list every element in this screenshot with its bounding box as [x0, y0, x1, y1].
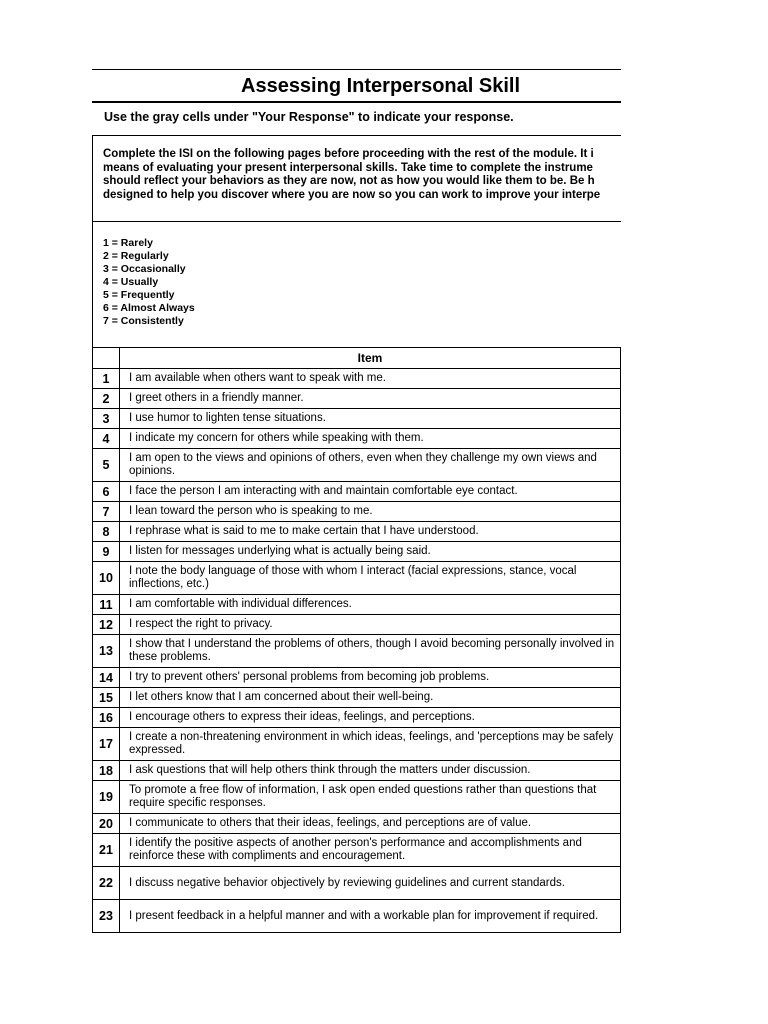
rating-scale-list: [103, 237, 195, 328]
title-underline: [92, 101, 621, 103]
item-text-cell: [120, 429, 621, 449]
item-number: 10: [93, 562, 120, 595]
item-number: 1: [93, 369, 120, 389]
scale-item: 7 = Consistently: [103, 315, 184, 327]
scale-item: 5 = Frequently: [103, 289, 175, 301]
item-number: 2: [93, 389, 120, 409]
table-row: [93, 482, 621, 502]
item-number: 3: [93, 409, 120, 429]
scale-item: 1 = Rarely: [103, 237, 153, 249]
item-text-cell: [120, 562, 621, 595]
item-text-cell: [120, 522, 621, 542]
item-text-cell: [120, 369, 621, 389]
table-row: [93, 595, 621, 615]
intro-line: Complete the ISI on the following pages before proceeding with the rest of the module. It i: [103, 148, 594, 160]
item-number: 8: [93, 522, 120, 542]
table-row: [93, 708, 621, 728]
item-number: 12: [93, 615, 120, 635]
item-number: 7: [93, 502, 120, 522]
item-text: I show that I understand the problems of others, though I avoid becoming personally involved in these problems.: [129, 638, 615, 663]
table-row: [93, 781, 621, 814]
item-text: I encourage others to express their ideas, feelings, and perceptions.: [129, 711, 475, 723]
item-text-cell: [120, 449, 621, 482]
top-border: [92, 69, 621, 70]
table-row: [93, 900, 621, 933]
item-text: I create a non-threatening environment in which ideas, feelings, and 'perceptions may be safely expressed.: [129, 731, 614, 756]
table-row: [93, 814, 621, 834]
table-row: [93, 522, 621, 542]
item-text: I greet others in a friendly manner.: [129, 392, 304, 404]
table-row: [93, 728, 621, 761]
instruction-text: Use the gray cells under "Your Response" to indicate your response.: [104, 110, 514, 124]
intro-line: designed to help you discover where you are now so you can work to improve your interpe: [103, 188, 601, 201]
item-text-cell: [120, 781, 621, 814]
item-text-cell: [120, 482, 621, 502]
table-header-row: [93, 348, 621, 369]
item-number: 19: [93, 781, 120, 814]
item-text: I let others know that I am concerned about their well-being.: [129, 691, 434, 703]
header-item-cell: Item: [120, 348, 621, 369]
item-text: I use humor to lighten tense situations.: [129, 412, 326, 424]
table-row: [93, 688, 621, 708]
table-row: [93, 389, 621, 409]
item-text: I face the person I am interacting with and maintain comfortable eye contact.: [129, 485, 518, 497]
item-text-cell: [120, 728, 621, 761]
item-number: 14: [93, 668, 120, 688]
intro-box: [92, 135, 621, 222]
table-row: [93, 834, 621, 867]
item-number: 13: [93, 635, 120, 668]
item-text: To promote a free flow of information, I ask open ended questions rather than questions that require specific responses.: [129, 784, 597, 809]
table-row: [93, 668, 621, 688]
item-number: 20: [93, 814, 120, 834]
item-text: I respect the right to privacy.: [129, 618, 273, 630]
header-number-cell: [93, 348, 120, 369]
scale-item: 6 = Almost Always: [103, 302, 195, 314]
intro-text: [103, 148, 621, 202]
item-text-cell: [120, 708, 621, 728]
table-row: [93, 761, 621, 781]
item-text-cell: [120, 615, 621, 635]
item-text-cell: [120, 834, 621, 867]
table-row: [93, 502, 621, 522]
item-text: I am comfortable with individual differences.: [129, 598, 352, 610]
item-text-cell: [120, 389, 621, 409]
item-text: I present feedback in a helpful manner and with a workable plan for improvement if required.: [129, 909, 599, 922]
item-text: I note the body language of those with whom I interact (facial expressions, stance, vocal inflections, etc.): [129, 565, 577, 590]
item-text-cell: [120, 502, 621, 522]
table-row: [93, 429, 621, 449]
item-text: I am available when others want to speak with me.: [129, 372, 386, 384]
item-text-cell: [120, 668, 621, 688]
table-row: [93, 449, 621, 482]
table-row: [93, 615, 621, 635]
item-text: I try to prevent others' personal problems from becoming job problems.: [129, 671, 490, 683]
intro-line: means of evaluating your present interpersonal skills. Take time to complete the instrume: [103, 161, 593, 174]
item-text: I communicate to others that their ideas, feelings, and perceptions are of value.: [129, 817, 532, 829]
table-row: [93, 562, 621, 595]
item-number: 9: [93, 542, 120, 562]
item-text: I indicate my concern for others while speaking with them.: [129, 432, 424, 444]
page-title: Assessing Interpersonal Skill: [241, 75, 520, 97]
table-row: [93, 635, 621, 668]
item-text-cell: [120, 595, 621, 615]
item-number: 5: [93, 449, 120, 482]
item-number: 16: [93, 708, 120, 728]
item-text: I discuss negative behavior objectively by reviewing guidelines and current standards.: [129, 876, 565, 889]
item-number: 22: [93, 867, 120, 900]
scale-item: 3 = Occasionally: [103, 263, 186, 275]
item-text: I lean toward the person who is speaking to me.: [129, 505, 373, 517]
item-text-cell: [120, 688, 621, 708]
scale-item: 2 = Regularly: [103, 250, 169, 262]
item-number: 11: [93, 595, 120, 615]
item-text: I listen for messages underlying what is actually being said.: [129, 545, 431, 557]
item-number: 6: [93, 482, 120, 502]
item-number: 21: [93, 834, 120, 867]
item-text-cell: [120, 635, 621, 668]
table-row: [93, 542, 621, 562]
item-text-cell: [120, 761, 621, 781]
item-number: 15: [93, 688, 120, 708]
item-number: 4: [93, 429, 120, 449]
rating-scale-box: [92, 220, 622, 347]
item-text-cell: [120, 409, 621, 429]
items-table: [92, 347, 621, 933]
table-row: [93, 409, 621, 429]
item-text: I ask questions that will help others think through the matters under discussion.: [129, 764, 531, 776]
item-text-cell: [120, 867, 621, 900]
item-text-cell: [120, 542, 621, 562]
scale-item: 4 = Usually: [103, 276, 159, 288]
table-row: [93, 369, 621, 389]
item-text: I rephrase what is said to me to make certain that I have understood.: [129, 525, 479, 537]
item-number: 23: [93, 900, 120, 933]
item-number: 18: [93, 761, 120, 781]
item-text: I identify the positive aspects of another person's performance and accomplishments and reinforce these with compliments and encouragement.: [129, 837, 582, 862]
table-row: [93, 867, 621, 900]
item-text-cell: [120, 814, 621, 834]
item-text-cell: [120, 900, 621, 933]
intro-line: should reflect your behaviors as they are now, not as how you would like them to be. Be h: [103, 175, 595, 187]
item-text: I am open to the views and opinions of others, even when they challenge my own views and opinions.: [129, 452, 597, 477]
item-number: 17: [93, 728, 120, 761]
